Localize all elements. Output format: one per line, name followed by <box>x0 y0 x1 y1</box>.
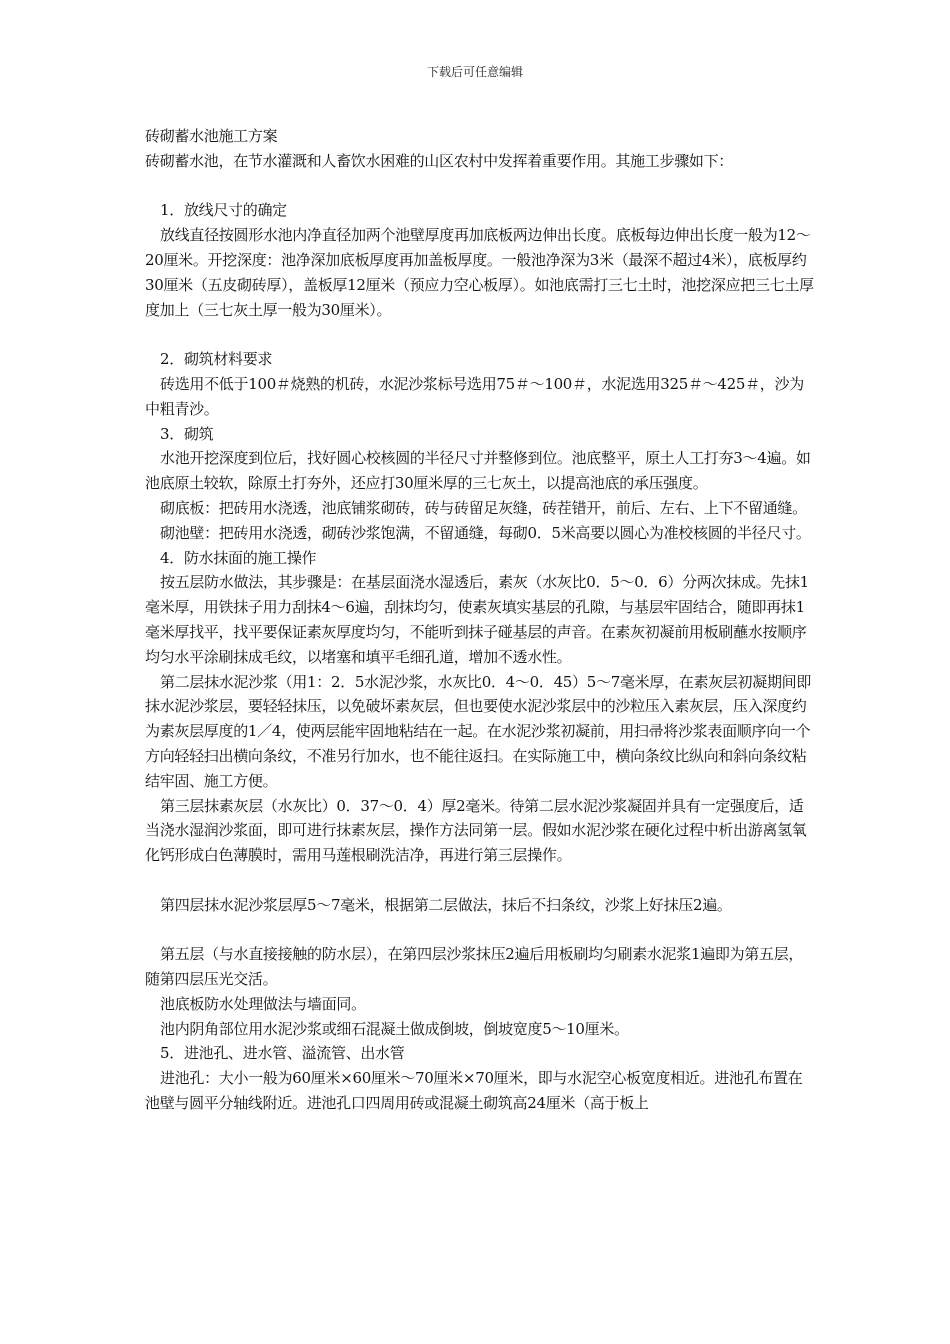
section-4-paragraph-1: 按五层防水做法，其步骤是：在基层面浇水湿透后，素灰（水灰比0．5～0．6）分两次抹成。先抹1毫米厚，用铁抹子用力刮抹4～6遍，刮抹均匀，使素灰填实基层的孔隙，与基层牢固结合，随即再抹1毫米厚找平，找平要保证素灰厚度均匀，不能听到抹子碰基层的声音。在素灰初凝前用板刷蘸水按顺序均匀水平涂刷抹成毛纹，以堵塞和填平毛细孔道，增加不透水性。 <box>145 573 809 666</box>
section-1-paragraph: 放线直径按圆形水池内净直径加两个池壁厚度再加底板两边伸出长度。底板每边伸出长度一般为12～20厘米。开挖深度：池净深加底板厚度再加盖板厚度。一般池净深为3米（最深不超过4米），底板厚约30厘米（五皮砌砖厚），盖板厚12厘米（预应力空心板厚）。如池底需打三七土时，池挖深应把三七土厚度加上（三七灰土厚一般为30厘米）。 <box>145 226 814 319</box>
section-4-heading: 4．防水抹面的施工操作 <box>160 548 317 567</box>
section-2-paragraph: 砖选用不低于100＃烧熟的机砖，水泥沙浆标号选用75＃～100＃，水泥选用325＃～425＃，沙为中粗青沙。 <box>145 374 804 418</box>
section-5-heading: 5．进池孔、进水管、溢流管、出水管 <box>160 1044 405 1063</box>
blank-line <box>145 918 817 943</box>
section-3-paragraph-1: 水池开挖深度到位后，找好圆心校核圆的半径尺寸并整修到位。池底整平，原土人工打夯3～4遍。如池底原土较软，除原土打夯外，还应打30厘米厚的三七灰土，以提高池底的承压强度。 <box>145 449 811 493</box>
section-3-paragraph-3: 砌池壁：把砖用水浇透，砌砖沙浆饱满，不留通缝，每砌0．5米高要以圆心为准校核圆的半径尺寸。 <box>160 523 811 542</box>
section-5-paragraph-1: 进池孔：大小一般为60厘米×60厘米～70厘米×70厘米，即与水泥空心板宽度相近。进池孔布置在池壁与圆平分轴线附近。进池孔口四周用砖或混凝土砌筑高24厘米（高于板上 <box>145 1069 803 1113</box>
section-2-heading: 2．砌筑材料要求 <box>160 350 273 369</box>
section-3-paragraph-2: 砌底板：把砖用水浇透，池底铺浆砌砖，砖与砖留足灰缝，砖茬错开，前后、左右、上下不留通缝。 <box>160 498 807 517</box>
section-1-heading: 1．放线尺寸的确定 <box>160 201 287 220</box>
section-4-paragraph-4: 第四层抹水泥沙浆层厚5～7毫米，根据第二层做法，抹后不扫条纹，沙浆上好抹压2遍。 <box>160 895 732 914</box>
blank-line <box>145 174 817 199</box>
blank-line <box>145 868 817 893</box>
section-4-paragraph-2: 第二层抹水泥沙浆（用1：2．5水泥沙浆，水灰比0．4～0．45）5～7毫米厚，在素灰层初凝期间即抹水泥沙浆层，要轻轻抹压，以免破坏素灰层，但也要使水泥沙浆层中的沙粒压入素灰层，压入深度约为素灰层厚度的1／4，使两层能牢固地粘结在一起。在水泥沙浆初凝前，用扫帚将沙浆表面顺序向一个方向轻轻扫出横向条纹，不准另行加水，也不能往返扫。在实际施工中，横向条纹比纵向和斜向条纹粘结牢固、施工方便。 <box>145 672 812 790</box>
section-4-paragraph-7: 池内阴角部位用水泥沙浆或细石混凝土做成倒坡，倒坡宽度5～10厘米。 <box>160 1019 629 1038</box>
section-4-paragraph-3: 第三层抹素灰层（水灰比）0．37～0．4）厚2毫米。待第二层水泥沙浆凝固并具有一定强度后，适当浇水湿润沙浆面，即可进行抹素灰层，操作方法同第一层。假如水泥沙浆在硬化过程中析出游离氢氧化钙形成白色薄膜时，需用马莲根刷洗洁净，再进行第三层操作。 <box>145 796 807 865</box>
blank-line <box>145 322 817 347</box>
section-4-paragraph-6: 池底板防水处理做法与墙面同。 <box>160 994 366 1013</box>
page-header: 下载后可任意编辑 <box>426 65 523 79</box>
document-body <box>145 124 817 1116</box>
section-3-heading: 3．砌筑 <box>160 424 214 443</box>
document-title: 砖砌蓄水池施工方案 <box>145 127 278 145</box>
intro-paragraph: 砖砌蓄水池，在节水灌溉和人畜饮水困难的山区农村中发挥着重要作用。其施工步骤如下： <box>145 151 734 170</box>
section-4-paragraph-5: 第五层（与水直接接触的防水层），在第四层沙浆抹压2遍后用板刷均匀刷素水泥浆1遍即为第五层，随第四层压光交活。 <box>145 945 804 989</box>
